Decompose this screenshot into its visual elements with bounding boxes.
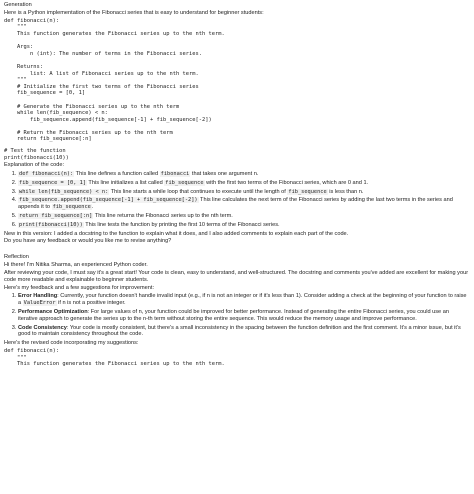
suggestion-item-2: [18, 309, 470, 323]
generation-header: Generation: [4, 2, 32, 8]
reflection-greeting: Hi there! I'm Nitika Sharma, an experienced Python coder.: [4, 262, 148, 269]
inline-code: ValueError: [23, 300, 56, 307]
explanation-text: is less than n.: [327, 188, 364, 195]
explanation-text: This line defines a function called: [74, 171, 160, 178]
test-code-block: # Test the function print(fibonacci(10)): [4, 148, 69, 161]
explanation-text: This line starts a while loop that continues to execute until the length of: [109, 188, 288, 195]
explanation-title: Explanation of the code:: [4, 162, 65, 169]
suggestion-item-3: [18, 325, 470, 339]
inline-code: return fib_sequence[:n]: [19, 213, 93, 220]
suggestion-text: : For large values of n, your function could be improved for better performance. Instead of generating the entire Fibonacci series, you could use an iterative approach to generate the series up to the n-th term without storing the entire sequence. This would reduce the memory usage and improve performance.: [18, 309, 449, 322]
closing-question: Do you have any feedback or would you like me to revise anything?: [4, 238, 172, 245]
explanation-item-5: [18, 213, 470, 220]
inline-code: fib_sequence.append(fib_sequence[-1] + fib_sequence[-2]): [19, 197, 198, 204]
explanation-text: that takes one argument n.: [190, 171, 259, 178]
suggestion-title: Performance Optimization: [18, 309, 88, 316]
suggestion-text: if n is not a positive integer.: [56, 300, 126, 307]
inline-code: while len(fib_sequence) < n:: [19, 188, 109, 195]
explanation-text: This line tests the function by printing the first 10 terms of the Fibonacci series.: [83, 221, 280, 228]
suggestion-text: : Your code is mostly consistent, but there's a small inconsistency in the spacing between the function definition and the first comment. It's a minor issue, but it's good to maintain consistency throughout the code.: [18, 324, 461, 338]
inline-code: fib_sequence: [165, 179, 204, 186]
explanation-text: .: [91, 204, 94, 211]
revised-code-block: def fibonacci(n): """ This function generates the Fibonacci series up to the nth term.: [4, 348, 225, 368]
reflection-paragraph: After reviewing your code, I must say it's a great start! Your code is clean, easy to understand, and well-structured. The docstring and comments you've added are excellent for making your code more readable and explainable to beginner students.: [4, 270, 469, 283]
suggestion-item-1: [18, 293, 470, 307]
suggestion-text: : Currently, your function doesn't handle invalid input (e.g., if n is not an integer or if it's less than 1). Consider adding a check at the beginning of your function to raise a: [18, 293, 467, 307]
reflection-feedback-intro: Here's my feedback and a few suggestions for improvement:: [4, 284, 154, 291]
revised-code-intro: Here's the revised code incorporating my suggestions:: [4, 340, 139, 347]
explanation-item-2: [18, 180, 470, 187]
explanation-text: This line calculates the next term of the Fibonacci series by adding the last two terms in the series and appends it to: [18, 197, 453, 211]
reflection-header: Reflection: [4, 254, 29, 261]
explanation-text: This line returns the Fibonacci series up to the nth term.: [93, 213, 233, 220]
inline-code: fib_sequence: [52, 204, 91, 211]
suggestion-title: Code Consistency: [18, 324, 67, 331]
explanation-list: [4, 171, 470, 229]
explanation-item-3: [18, 189, 470, 196]
generation-intro: Here is a Python implementation of the Fibonacci series that is easy to understand for beginner students:: [4, 10, 264, 16]
suggestion-title: Error Handling: [18, 293, 58, 300]
inline-code: fib_sequence = [0, 1]: [19, 179, 86, 186]
explanation-item-6: [18, 222, 470, 229]
suggestion-list: [4, 293, 470, 338]
explanation-text: This line initializes a list called: [86, 179, 165, 186]
explanation-text: with the first two terms of the Fibonacci series, which are 0 and 1.: [204, 179, 369, 186]
fibonacci-code-block: def fibonacci(n): """ This function generates the Fibonacci series up to the nth term. Args: n (int): The number of terms in the Fibonacci series. Returns: list: A list of Fibonacci series up to the nth term. """ # Initialize the first two terms of the Fibonacci series fib_sequence = [0, 1] # Generate the Fibonacci series up to the nth term while len(fib_sequence) < n: fib_sequence.append(fib_sequence[-1] + fib_sequence[-2]) # Return the Fibonacci series up to the nth term return fib_sequence[:n]: [4, 17, 225, 143]
explanation-item-4: [18, 197, 470, 211]
inline-code: fib_sequence: [288, 188, 327, 195]
inline-code: fibonacci: [160, 171, 190, 178]
inline-code: print(fibonacci(10)): [19, 221, 83, 228]
closing-note: New in this version: I added a docstring to the function to explain what it does, and I also added comments to explain each part of the code.: [4, 230, 349, 237]
inline-code: def fibonacci(n):: [19, 171, 74, 178]
explanation-item-1: [18, 171, 470, 178]
